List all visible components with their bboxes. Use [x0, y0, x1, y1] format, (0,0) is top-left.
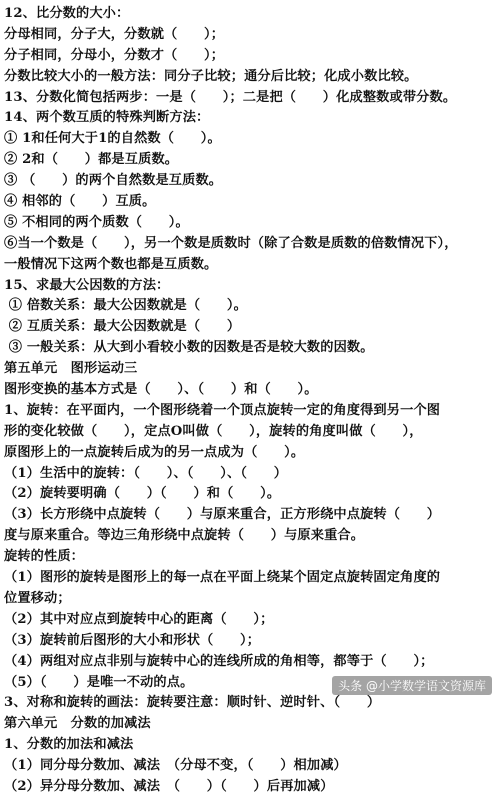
- text-line: （3）长方形绕中点旋转（ ）与原来重合，正方形绕中点旋转（ ）: [4, 507, 441, 523]
- text-line: 度与原来重合。等边三角形绕中点旋转（ ）与原来重合。: [4, 528, 365, 544]
- text-line: （1）生活中的旋转：（ ）、（ ）、（ ）: [4, 465, 288, 481]
- text-line: 13、分数化简包括两步：一是（ ）；二是把（ ）化成整数或带分数。: [4, 89, 457, 105]
- text-line: ④ 相邻的（ ）互质。: [4, 194, 156, 210]
- text-line: 12、比分数的大小：: [4, 6, 130, 21]
- text-line: 1、旋转：在平面内，一个图形绕着一个顶点旋转一定的角度得到另一个图: [4, 402, 441, 418]
- text-line: 3、对称和旋转的画法：旋转要注意：顺时针、逆时针、（ ）: [4, 695, 381, 711]
- text-line: 14、两个数互质的特殊判断方法：: [4, 110, 210, 126]
- text-line: （1）图形的旋转是图形上的每一点在平面上绕某个固定点旋转固定角度的: [4, 570, 441, 586]
- text-line: 15、求最大公因数的方法：: [4, 277, 170, 293]
- watermark: 头条 @小学数学语文资源库: [332, 676, 492, 695]
- text-line: （2）异分母分数加、减法 （ ）（ ）后再加减）: [4, 778, 334, 794]
- text-line: ① 倍数关系：最大公因数就是（ ）。: [4, 298, 247, 314]
- text-line: ② 互质关系：最大公因数就是（ ）: [4, 319, 241, 335]
- text-line: （4）两组对应点非别与旋转中心的连线所成的角相等，都等于（ ）；: [4, 653, 434, 669]
- text-line: 图形变换的基本方式是（ ）、（ ）和（ ）。: [4, 382, 318, 398]
- text-line: 第六单元 分数的加减法: [4, 716, 151, 732]
- text-line: 旋转的性质：: [4, 549, 85, 565]
- text-line: 分子相同，分母小，分数才（ ）；: [4, 47, 225, 63]
- text-line: 分数比较大小的一般方法：同分子比较；通分后比较；化成小数比较。: [4, 68, 418, 84]
- text-line: ② 2和（ ）都是互质数。: [4, 152, 179, 168]
- text-line: ③ （ ）的两个自然数是互质数。: [4, 173, 223, 189]
- text-line: （2）旋转要明确（ ）（ ）和（ ）。: [4, 486, 281, 502]
- text-line: 形的变化较做（ ），定点O叫做（ ），旋转的角度叫做（ ），: [4, 423, 423, 439]
- text-line: 1、分数的加法和减法: [4, 737, 134, 753]
- text-line: （2）其中对应点到旋转中心的距离（ ）；: [4, 611, 274, 627]
- text-line: （3）旋转前后图形的大小和形状（ ）；: [4, 632, 261, 648]
- text-line: ① 1和任何大于1的自然数（ ）。: [4, 131, 221, 147]
- text-line: （5）（ ）是唯一不动的点。: [4, 674, 194, 690]
- text-line: ③ 一般关系：从大到小看较小数的因数是否是较大数的因数。: [4, 340, 374, 356]
- text-line: ⑥当一个数是（ ），另一个数是质数时（除了合数是质数的倍数情况下），: [4, 235, 458, 251]
- text-line: 原图形上的一点旋转后成为的另一点成为（ ）。: [4, 444, 305, 460]
- text-line: 分母相同，分子大，分数就（ ）；: [4, 26, 225, 42]
- text-line: 一般情况下这两个数也都是互质数。: [4, 256, 218, 272]
- text-line: （1）同分母分数加、减法 （分母不变，（ ）相加减）: [4, 758, 347, 774]
- text-line: 第五单元 图形运动三: [4, 361, 138, 377]
- text-line: 位置移动；: [4, 590, 71, 606]
- text-line: ⑤ 不相同的两个质数（ ）。: [4, 214, 189, 230]
